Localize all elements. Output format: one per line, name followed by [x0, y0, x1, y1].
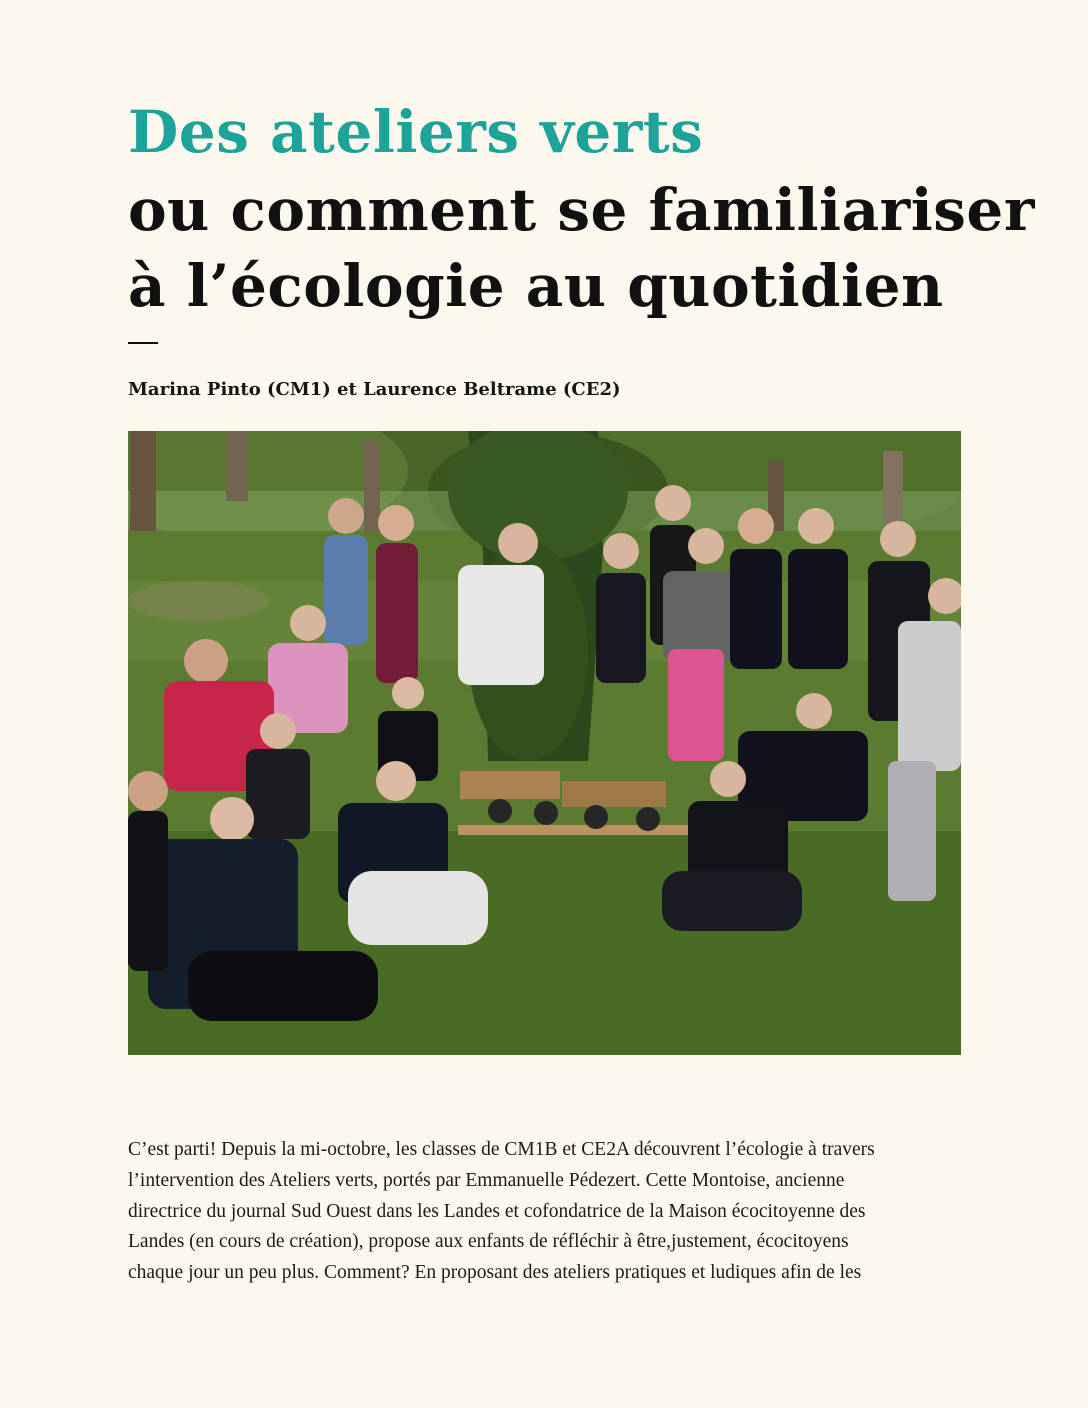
body-line-2: l’intervention des Ateliers verts, portés par Emmanuelle Pédezert. Cette Montoise, ancienne — [128, 1169, 845, 1191]
article-title-line-2: à l’écologie au quotidien — [128, 252, 944, 320]
article-title — [128, 172, 1035, 324]
body-line-5: chaque jour un peu plus. Comment? En proposant des ateliers pratiques et ludiques afin de les — [128, 1262, 862, 1284]
class-group-photo — [128, 431, 961, 1055]
article-photo — [128, 431, 961, 1055]
article-body — [128, 1135, 961, 1289]
title-divider — [128, 342, 158, 344]
article-byline: Marina Pinto (CM1) et Laurence Beltrame (CE2) — [128, 379, 621, 400]
body-line-4: Landes (en cours de création), propose aux enfants de réfléchir à être,justement, écocitoyens — [128, 1231, 849, 1253]
body-line-3: directrice du journal Sud Ouest dans les Landes et cofondatrice de la Maison écocitoyenne des — [128, 1200, 866, 1222]
article-page — [128, 0, 1035, 1408]
article-title-line-1: ou comment se familiariser — [128, 176, 1035, 244]
body-line-1: C’est parti! Depuis la mi-octobre, les classes de CM1B et CE2A découvrent l’écologie à travers — [128, 1139, 875, 1160]
article-title-accent: Des ateliers verts — [128, 98, 704, 166]
